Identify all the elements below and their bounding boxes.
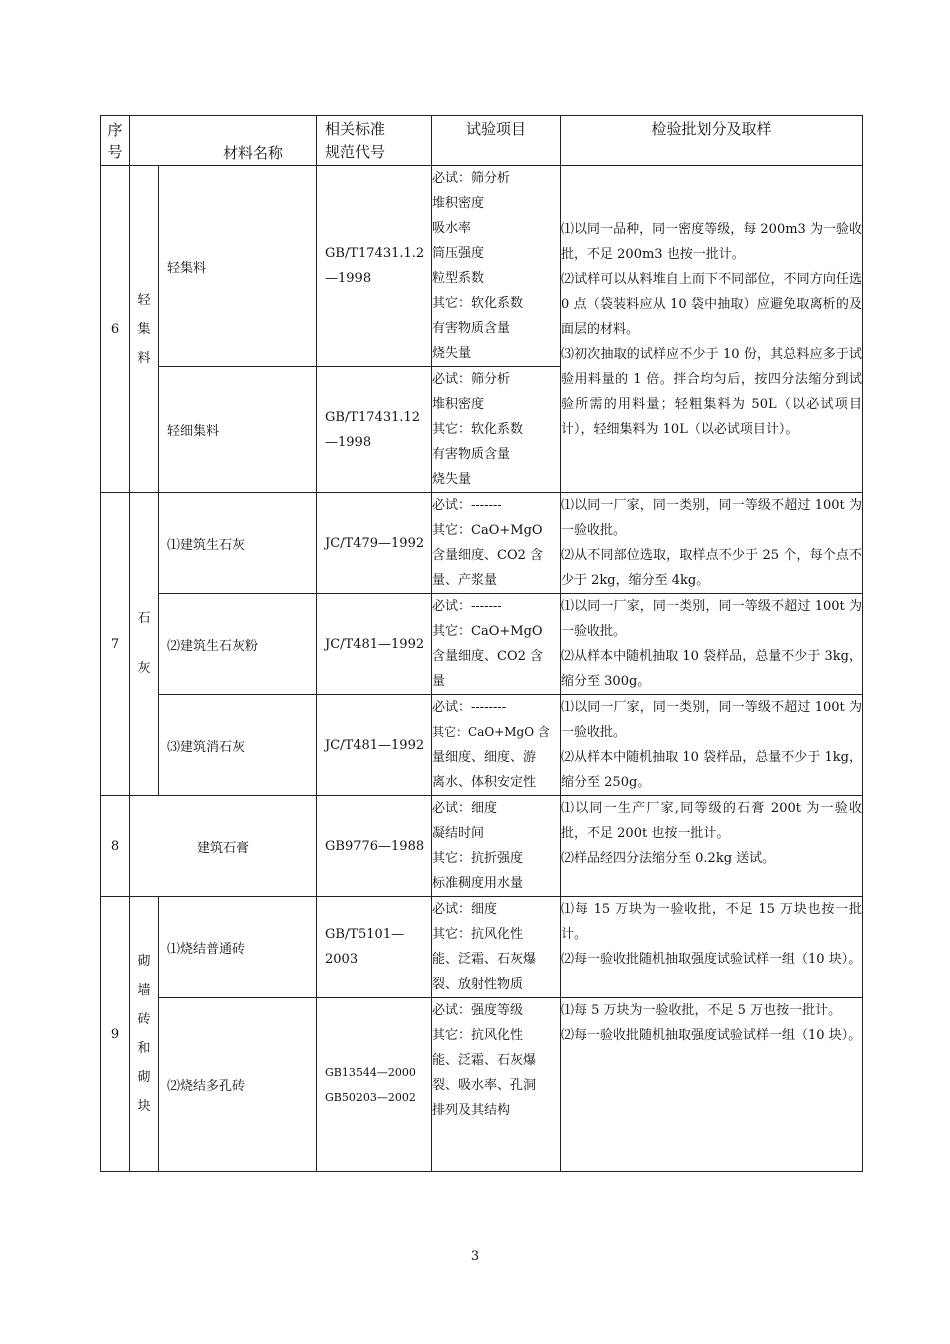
table-row xyxy=(101,998,863,1172)
material-name: ⑵烧结多孔砖 xyxy=(159,998,317,1172)
test-item: 量、产浆量 xyxy=(432,573,498,588)
tests-cell xyxy=(432,796,561,897)
sampling-rule: ⑶初次抽取的试样应不少于 10 份，其总料应多于试验用料量的 1 倍。拌合均匀后，按四分法缩分到试验所需的用料量；轻粗集料为 50L（以必试项目计），轻细集料为 10L（以必试项目计）。 xyxy=(561,346,863,437)
test-item: 能、泛霜、石灰爆 xyxy=(432,952,537,967)
material-name: ⑴建筑生石灰 xyxy=(159,493,317,594)
test-item: 必试：强度等级 xyxy=(432,1003,524,1018)
seq-cell: 6 xyxy=(101,166,130,493)
material-name: ⑶建筑消石灰 xyxy=(159,695,317,796)
category-cell xyxy=(130,897,159,1172)
header-tests: 试验项目 xyxy=(432,116,561,166)
material-name: ⑴烧结普通砖 xyxy=(159,897,317,998)
table-row xyxy=(101,166,863,367)
seq-cell: 9 xyxy=(101,897,130,1172)
test-item: 其它：CaO+MgO xyxy=(432,624,543,639)
test-item: 排列及其结构 xyxy=(432,1103,511,1118)
header-seq xyxy=(101,116,130,166)
test-item: 有害物质含量 xyxy=(432,447,511,462)
sampling-rule: ⑵从样本中随机抽取 10 袋样品，总量不少于 1kg，缩分至 250g。 xyxy=(561,750,863,790)
sampling-rule: ⑵每一验收批随机抽取强度试验试样一组（10 块）。 xyxy=(561,1028,862,1043)
header-standard xyxy=(317,116,432,166)
header-sampling: 检验批划分及取样 xyxy=(561,116,863,166)
standard-code xyxy=(317,897,432,998)
standard-line: GB50203—2002 xyxy=(325,1090,416,1104)
standard-line: GB/T5101— xyxy=(325,927,405,942)
test-item: 其它：抗风化性 xyxy=(432,927,524,942)
category-text: 砌墙砖和砌块 xyxy=(137,954,151,1114)
test-item: 必试：------- xyxy=(432,599,502,614)
category-cell xyxy=(130,493,159,796)
standard-code xyxy=(317,166,432,367)
standard-code xyxy=(317,367,432,493)
sampling-cell xyxy=(561,897,863,998)
test-item: 堆积密度 xyxy=(432,397,485,412)
tests-cell xyxy=(432,695,561,796)
test-item: 离水、体积安定性 xyxy=(432,775,537,790)
test-item: 必试：-------- xyxy=(432,700,507,715)
test-item: 标准稠度用水量 xyxy=(432,876,524,891)
material-name: 轻细集料 xyxy=(159,367,317,493)
standard-code: GB9776—1988 xyxy=(317,796,432,897)
sampling-rule: ⑵从不同部位选取，取样点不少于 25 个，每个点不少于 2kg，缩分至 4kg。 xyxy=(561,548,863,588)
test-item: 量 xyxy=(432,674,446,689)
sampling-rule: ⑴每 15 万块为一验收批，不足 15 万块也按一批计。 xyxy=(561,902,863,942)
header-row xyxy=(101,116,863,166)
table-row xyxy=(101,897,863,998)
test-item: 必试：细度 xyxy=(432,902,498,917)
test-item: 烧失量 xyxy=(432,346,472,361)
sampling-rule: ⑵试样可以从料堆自上而下不同部位，不同方向任选 0 点（袋装料应从 10 袋中抽取）应避免取离析的及面层的材料。 xyxy=(561,271,863,337)
sampling-rule: ⑴以同一厂家，同一类别，同一等级不超过 100t 为一验收批。 xyxy=(561,498,863,538)
test-item: 量细度、细度、游 xyxy=(432,750,537,765)
test-item: 其它：软化系数 xyxy=(432,422,524,437)
tests-cell xyxy=(432,998,561,1172)
table-row xyxy=(101,594,863,695)
tests-cell xyxy=(432,493,561,594)
sampling-rule: ⑵样品经四分法缩分至 0.2kg 送试。 xyxy=(561,851,776,866)
sampling-rule: ⑴以同一生产厂家,同等级的石膏 200t 为一验收批，不足 200t 也按一批计。 xyxy=(561,801,863,841)
standard-line: —1998 xyxy=(325,434,372,450)
test-item: 其它：抗风化性 xyxy=(432,1028,524,1043)
table-row xyxy=(101,695,863,796)
test-item: 筒压强度 xyxy=(432,246,485,261)
standard-code: JC/T479—1992 xyxy=(317,493,432,594)
seq-cell: 7 xyxy=(101,493,130,796)
header-seq-text: 序号 xyxy=(107,120,123,161)
sampling-rule: ⑴每 5 万块为一验收批，不足 5 万也按一批计。 xyxy=(561,1003,842,1018)
standard-code: JC/T481—1992 xyxy=(317,594,432,695)
test-item: 吸水率 xyxy=(432,221,472,236)
material-name: 轻集料 xyxy=(159,166,317,367)
test-item: 必试：细度 xyxy=(432,801,498,816)
category-cell xyxy=(130,166,159,493)
header-standard-line2: 规范代号 xyxy=(325,142,386,161)
standard-line: 2003 xyxy=(325,952,359,967)
test-item: 其它：CaO+MgO 含 xyxy=(432,725,550,739)
tests-cell xyxy=(432,594,561,695)
test-item: 必试：------- xyxy=(432,498,502,513)
sampling-rule: ⑵每一验收批随机抽取强度试验试样一组（10 块）。 xyxy=(561,952,862,967)
material-name: ⑵建筑生石灰粉 xyxy=(159,594,317,695)
test-item: 含量细度、CO2 含 xyxy=(432,649,544,664)
sampling-rule: ⑵从样本中随机抽取 10 袋样品，总量不少于 3kg，缩分至 300g。 xyxy=(561,649,863,689)
tests-cell xyxy=(432,897,561,998)
header-standard-line1: 相关标准 xyxy=(325,119,386,138)
test-item: 裂、吸水率、孔洞 xyxy=(432,1078,537,1093)
sampling-rule: ⑴以同一厂家，同一类别，同一等级不超过 100t 为一验收批。 xyxy=(561,599,863,639)
test-item: 其它：抗折强度 xyxy=(432,851,524,866)
standard-code: JC/T481—1992 xyxy=(317,695,432,796)
test-item: 其它：软化系数 xyxy=(432,296,524,311)
test-item: 能、泛霜、石灰爆 xyxy=(432,1053,537,1068)
standard-line: GB/T17431.1.2 xyxy=(325,246,425,261)
sampling-cell xyxy=(561,998,863,1172)
test-item: 粒型系数 xyxy=(432,271,485,286)
materials-table xyxy=(100,115,863,1172)
standard-line: GB/T17431.12 xyxy=(325,409,421,425)
test-item: 堆积密度 xyxy=(432,196,485,211)
sampling-cell xyxy=(561,695,863,796)
material-name: 建筑石膏 xyxy=(130,796,317,897)
header-material: 材料名称 xyxy=(130,116,317,166)
tests-cell xyxy=(432,367,561,493)
sampling-cell xyxy=(561,493,863,594)
category-text: 石灰 xyxy=(137,611,151,676)
tests-cell xyxy=(432,166,561,367)
seq-cell: 8 xyxy=(101,796,130,897)
sampling-cell xyxy=(561,594,863,695)
standard-line: GB13544—2000 xyxy=(325,1065,416,1079)
table-row xyxy=(101,493,863,594)
test-item: 含量细度、CO2 含 xyxy=(432,548,544,563)
test-item: 凝结时间 xyxy=(432,826,485,841)
table-row xyxy=(101,796,863,897)
test-item: 必试：筛分析 xyxy=(432,372,511,387)
standard-line: —1998 xyxy=(325,271,372,286)
test-item: 必试：筛分析 xyxy=(432,171,511,186)
sampling-cell xyxy=(561,166,863,493)
test-item: 其它：CaO+MgO xyxy=(432,523,543,538)
sampling-rule: ⑴以同一厂家，同一类别，同一等级不超过 100t 为一验收批。 xyxy=(561,700,863,740)
standard-code xyxy=(317,998,432,1172)
sampling-cell xyxy=(561,796,863,897)
test-item: 有害物质含量 xyxy=(432,321,511,336)
test-item: 裂、放射性物质 xyxy=(432,977,524,992)
test-item: 烧失量 xyxy=(432,472,472,487)
category-text: 轻集料 xyxy=(137,292,151,366)
sampling-rule: ⑴以同一品种，同一密度等级，每 200m3 为一验收批，不足 200m3 也按一批计。 xyxy=(561,221,863,262)
page-number: 3 xyxy=(470,1249,480,1264)
